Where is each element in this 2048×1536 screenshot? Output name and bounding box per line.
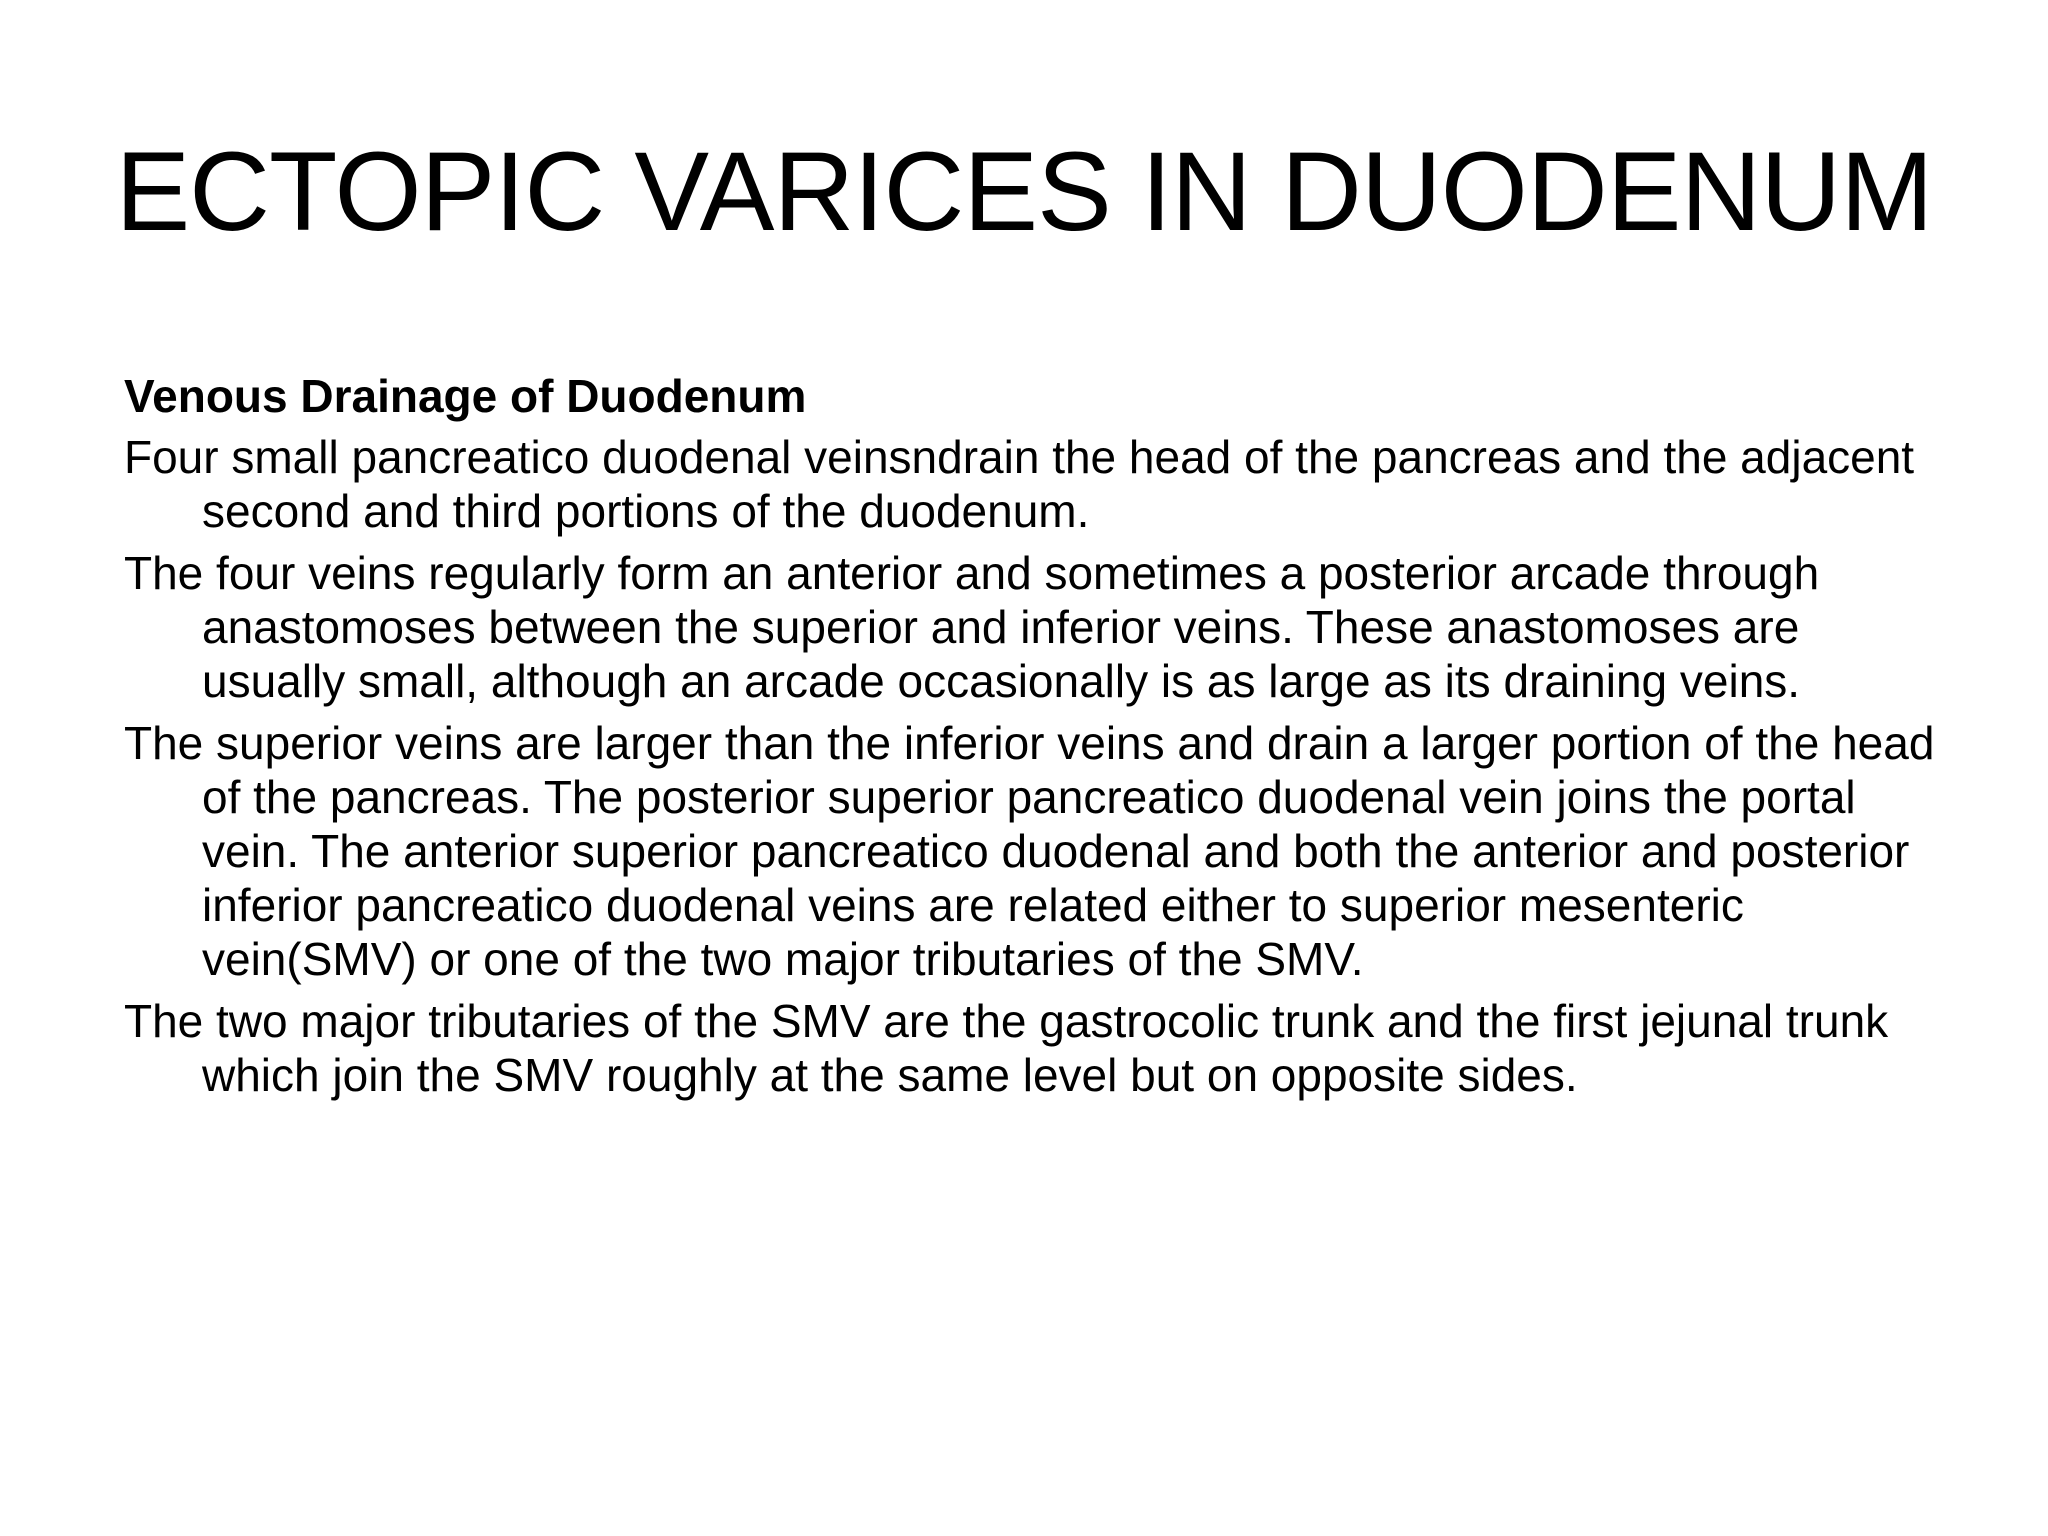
slide-body (124, 368, 1954, 1110)
body-paragraph-1: Four small pancreatico duodenal veinsndrain the head of the pancreas and the adjacent second and third portions of the duodenum. (124, 431, 1915, 537)
body-paragraph-4: The two major tributaries of the SMV are the gastrocolic trunk and the first jejunal trunk which join the SMV roughly at the same level but on opposite sides. (124, 995, 1889, 1101)
section-heading: Venous Drainage of Duodenum (124, 370, 807, 422)
body-paragraph-2: The four veins regularly form an anterior and sometimes a posterior arcade through anastomoses between the superior and inferior veins. These anastomoses are usually small, although an arcade occasionally is as large as its draining veins. (124, 547, 1820, 707)
body-paragraph-3: The superior veins are larger than the inferior veins and drain a larger portion of the head of the pancreas. The posterior superior pancreatico duodenal vein joins the portal vein. The anterior superior pancreatico duodenal and both the anterior and posterior inferior pancreatico duodenal veins are related either to superior mesenteric vein(SMV) or one of the two major tributaries of the SMV. (124, 717, 1935, 985)
slide-title: ECTOPIC VARICES IN DUODENUM (115, 129, 1933, 254)
